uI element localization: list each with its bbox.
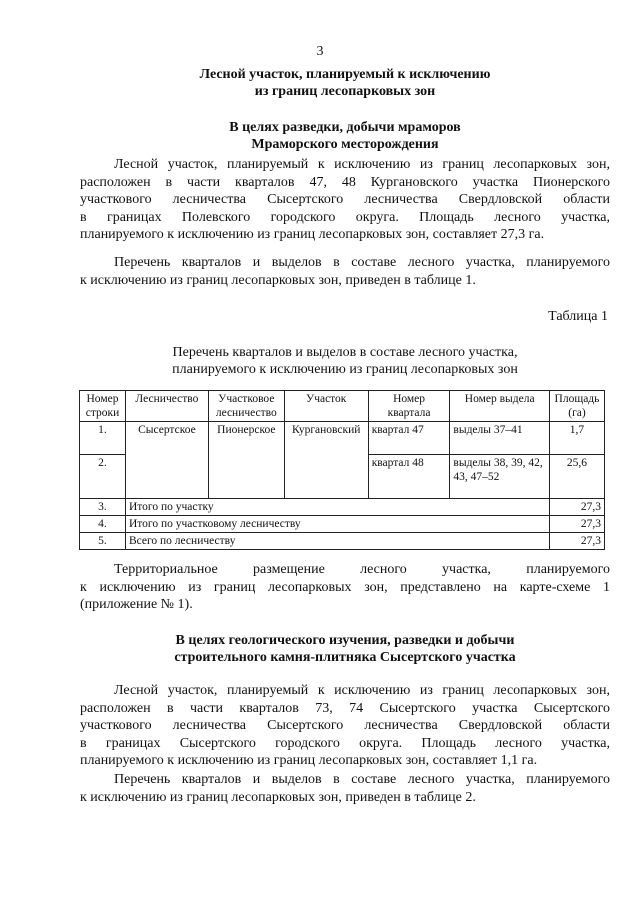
cell-area: 27,3 (549, 516, 604, 533)
section1-heading-line-1: В целях разведки, добычи мраморов (229, 120, 461, 135)
table-total-row (80, 533, 605, 550)
text-line: к исключению из границ лесопарковых зон, приведен в таблице 2. (80, 789, 476, 805)
text-line: участкового лесничества Сысертского лесничества Свердловской области (80, 192, 610, 208)
cell-number: 3. (80, 499, 126, 516)
cell-area: 27,3 (549, 499, 604, 516)
section1-heading (80, 119, 610, 153)
text-line: Перечень кварталов и выделов в составе лесного участка, планируемого (114, 772, 610, 787)
text-line: участкового лесничества Сысертского лесничества Свердловской области (80, 718, 610, 734)
cell-quarter: квартал 47 (368, 422, 450, 455)
cell-area: 27,3 (549, 533, 604, 550)
text-line: планируемого к исключению из границ лесопарковых зон, составляет 1,1 га. (80, 753, 538, 769)
cell-allotment: выделы 38, 39, 42, 43, 47–52 (450, 455, 550, 499)
section1-paragraph-1 (80, 156, 610, 244)
text-line: в границах Полевского городского округа. Площадь лесного участка, (80, 209, 610, 225)
cell-plot: Кургановский (284, 422, 368, 499)
page-number: 3 (316, 44, 324, 59)
table-total-row (80, 516, 605, 533)
cell-number: 1. (80, 422, 126, 455)
section2-heading (80, 632, 610, 666)
column-header: Номер строки (80, 391, 126, 422)
cell-area: 1,7 (549, 422, 604, 455)
section2-heading-line-2: строительного камня-плитняка Сысертского участка (174, 650, 516, 665)
text-line: в границах Сысертского городского округа. Площадь лесного участка, (80, 735, 610, 751)
cell-forestry: Сысертское (125, 422, 208, 499)
text-line: расположен в части кварталов 73, 74 Сысертского участка Сысертского (80, 700, 610, 716)
section2-heading-line-1: В целях геологического изучения, разведки и добычи (175, 633, 515, 648)
column-header: Номер квартала (368, 391, 450, 422)
table-caption-line-2: планируемого к исключению из границ лесопарковых зон (172, 362, 518, 377)
text-line: к исключению из границ лесопарковых зон, представлено на карте-схеме 1 (80, 579, 610, 595)
cell-number: 2. (80, 455, 126, 499)
column-header: Площадь (га) (549, 391, 604, 422)
title-line-2: из границ лесопарковых зон (254, 84, 436, 99)
text-line: к исключению из границ лесопарковых зон, приведен в таблице 1. (80, 272, 476, 288)
text-line: Территориальное размещение лесного участка, планируемого (114, 562, 610, 577)
table-caption (80, 344, 610, 378)
cell-district-forestry: Пионерское (208, 422, 284, 499)
section1-heading-line-2: Мраморского месторождения (251, 137, 439, 152)
cell-number: 4. (80, 516, 126, 533)
table-label: Таблица 1 (548, 309, 608, 324)
column-header: Участок (284, 391, 368, 422)
column-header: Участковое лесничество (208, 391, 284, 422)
cell-allotment: выделы 37–41 (450, 422, 550, 455)
text-line: планируемого к исключению из границ лесопарковых зон, составляет 27,3 га. (80, 227, 545, 243)
section2-paragraph-1 (80, 682, 610, 770)
title-line-1: Лесной участок, планируемый к исключению (199, 67, 491, 82)
cell-total-label: Всего по лесничеству (125, 533, 549, 550)
section1-paragraph-2 (80, 254, 610, 289)
text-line: Перечень кварталов и выделов в составе лесного участка, планируемого (114, 255, 610, 270)
cell-number: 5. (80, 533, 126, 550)
section2-paragraph-2 (80, 771, 610, 806)
table-row (80, 422, 605, 455)
cell-area: 25,6 (549, 455, 604, 499)
forest-plots-table (79, 390, 605, 550)
text-line: (приложение № 1). (80, 597, 193, 613)
document-title (80, 66, 610, 100)
table-header-row (80, 391, 605, 422)
text-line: Лесной участок, планируемый к исключению из границ лесопарковых зон, (114, 683, 610, 698)
column-header: Номер выдела (450, 391, 550, 422)
text-line: расположен в части кварталов 47, 48 Кургановского участка Пионерского (80, 174, 610, 190)
cell-total-label: Итого по участку (125, 499, 549, 516)
text-line: Лесной участок, планируемый к исключению из границ лесопарковых зон, (114, 157, 610, 172)
cell-quarter: квартал 48 (368, 455, 450, 499)
column-header: Лесничество (125, 391, 208, 422)
map-reference-paragraph (80, 561, 610, 614)
table-total-row (80, 499, 605, 516)
table-caption-line-1: Перечень кварталов и выделов в составе лесного участка, (172, 345, 518, 360)
cell-total-label: Итого по участковому лесничеству (125, 516, 549, 533)
